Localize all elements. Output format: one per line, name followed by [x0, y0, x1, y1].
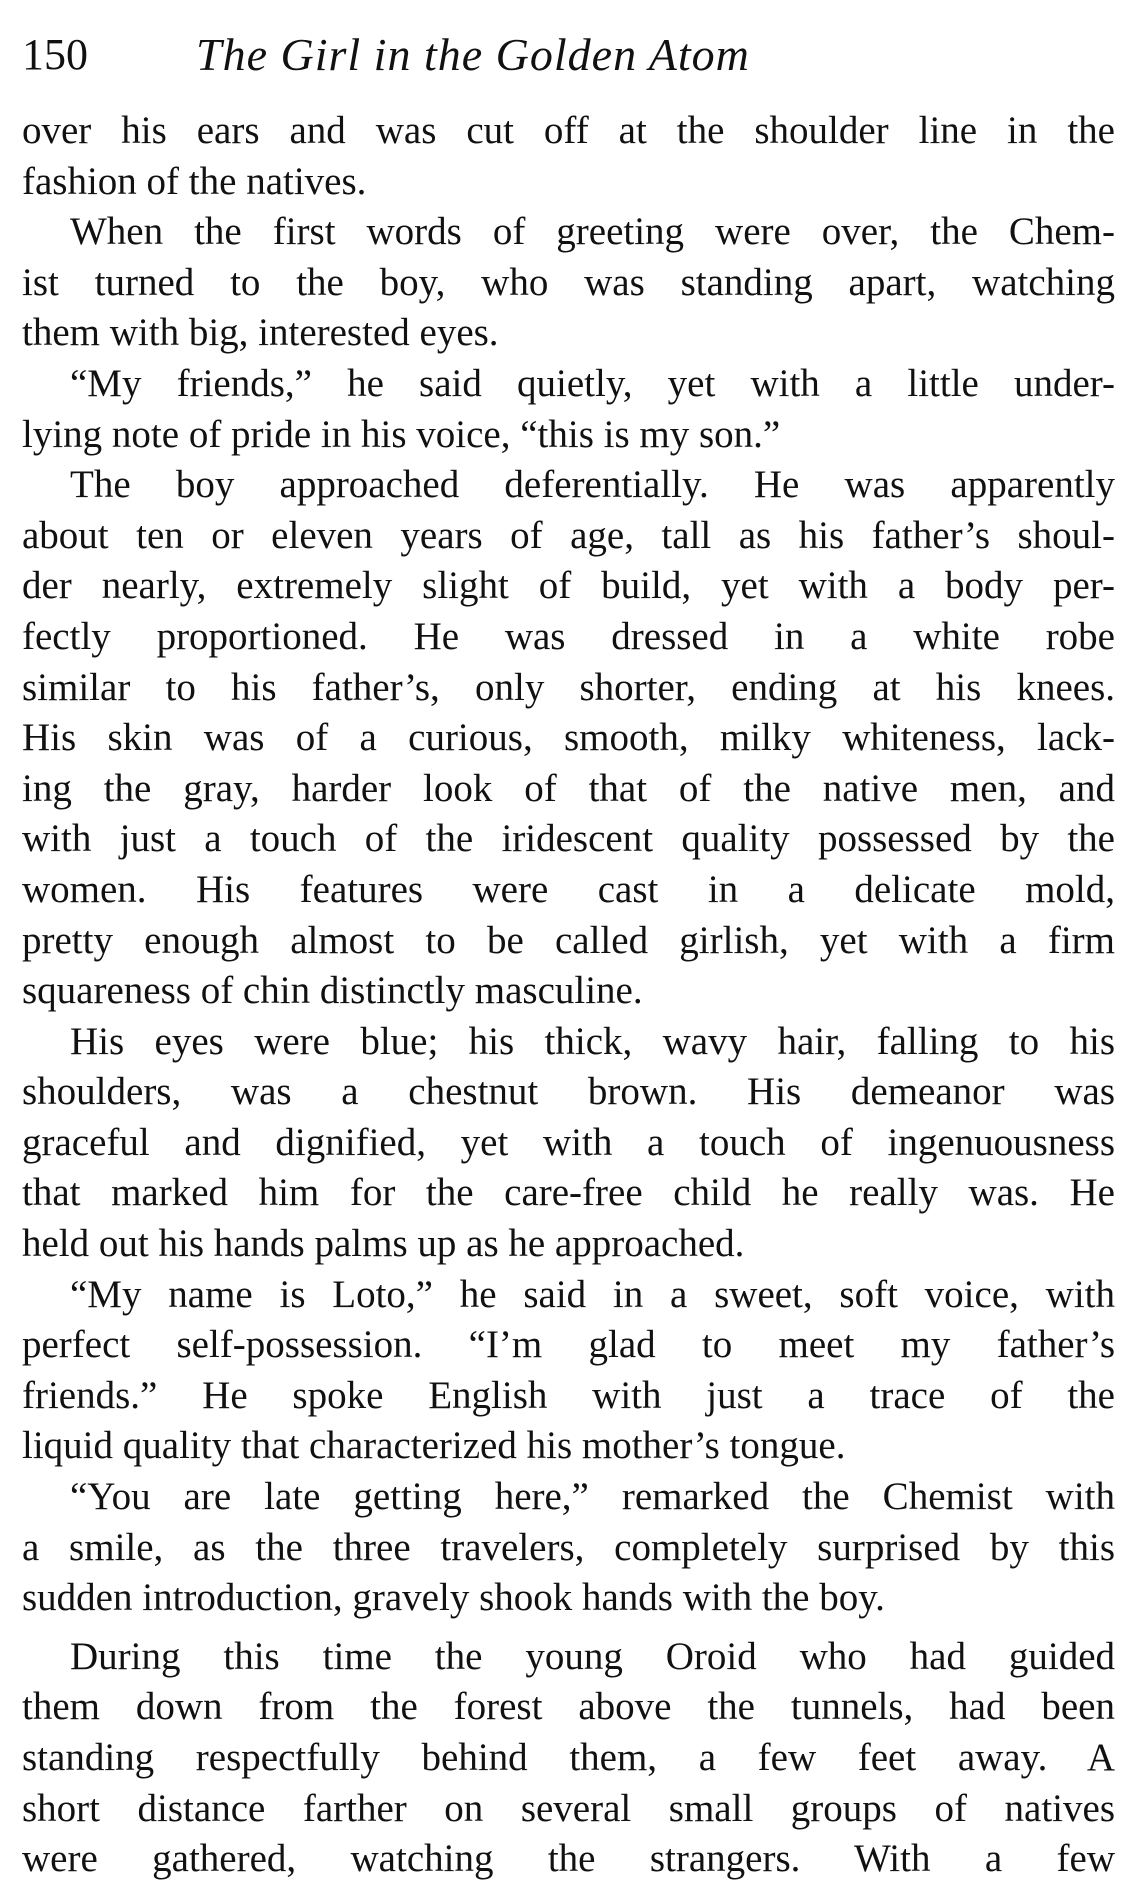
text-line: When the first words of greeting were over, the Chem-	[70, 210, 1115, 254]
paragraph	[22, 1017, 1115, 1270]
paragraph	[22, 1472, 1115, 1624]
text-line: The boy approached deferentially. He was apparently	[70, 463, 1115, 507]
paragraph	[22, 106, 1115, 207]
text-line: pretty enough almost to be called girlish, yet with a firm	[22, 918, 1115, 962]
text-line: fectly proportioned. He was dressed in a white robe	[22, 614, 1115, 658]
text-line: “My name is Loto,” he said in a sweet, soft voice, with	[70, 1272, 1115, 1316]
text-line: liquid quality that characterized his mother’s tongue.	[22, 1424, 846, 1468]
text-line: der nearly, extremely slight of build, yet with a body per-	[22, 564, 1115, 608]
text-line: were gathered, watching the strangers. With a few	[22, 1837, 1115, 1881]
text-line: about ten or eleven years of age, tall as his father’s shoul-	[22, 513, 1115, 557]
text-line: standing respectfully behind them, a few feet away. A	[22, 1736, 1115, 1779]
text-line: over his ears and was cut off at the shoulder line in the	[22, 109, 1115, 152]
text-line: graceful and dignified, yet with a touch of ingenuousness	[22, 1120, 1115, 1164]
text-line: similar to his father’s, only shorter, ending at his knees.	[22, 665, 1115, 709]
running-head	[22, 20, 1115, 90]
text-line: them with big, interested eyes.	[22, 311, 499, 355]
text-line: short distance farther on several small groups of natives	[22, 1786, 1115, 1830]
text-line: “You are late getting here,” remarked the Chemist with	[70, 1475, 1115, 1519]
paragraph	[22, 1270, 1115, 1472]
text-line: friends.” He spoke English with just a trace of the	[22, 1373, 1115, 1417]
paragraph	[22, 207, 1115, 359]
text-line: fashion of the natives.	[22, 159, 367, 203]
text-line: squareness of chin distinctly masculine.	[22, 969, 643, 1013]
text-line: ist turned to the boy, who was standing apart, watching	[22, 260, 1115, 304]
text-line: During this time the young Oroid who had guided	[70, 1634, 1115, 1678]
text-line: ing the gray, harder look of that of the native men, and	[22, 766, 1115, 810]
text-line: sudden introduction, gravely shook hands with the boy.	[22, 1576, 885, 1620]
paragraph	[22, 1632, 1115, 1885]
paragraph	[22, 460, 1115, 1017]
text-line: His skin was of a curious, smooth, milky whiteness, lack-	[22, 716, 1115, 760]
text-line: perfect self-possession. “I’m glad to meet my father’s	[22, 1323, 1115, 1367]
text-line: lying note of pride in his voice, “this is my son.”	[22, 412, 781, 456]
text-line: a smile, as the three travelers, completely surprised by this	[22, 1525, 1115, 1569]
text-line: shoulders, was a chestnut brown. His demeanor was	[22, 1070, 1115, 1114]
paragraph	[22, 359, 1115, 460]
text-line: with just a touch of the iridescent quality possessed by the	[22, 817, 1115, 861]
text-line: “My friends,” he said quietly, yet with a little under-	[70, 361, 1115, 405]
text-line: them down from the forest above the tunnels, had been	[22, 1685, 1115, 1729]
body-text	[22, 106, 1115, 1885]
running-title: The Girl in the Golden Atom	[196, 29, 750, 80]
text-line: that marked him for the care-free child he really was. He	[22, 1171, 1115, 1215]
text-line: His eyes were blue; his thick, wavy hair, falling to his	[70, 1019, 1115, 1063]
text-line: women. His features were cast in a delicate mold,	[22, 867, 1115, 911]
text-line: held out his hands palms up as he approached.	[22, 1222, 745, 1266]
page-number: 150	[22, 30, 88, 79]
